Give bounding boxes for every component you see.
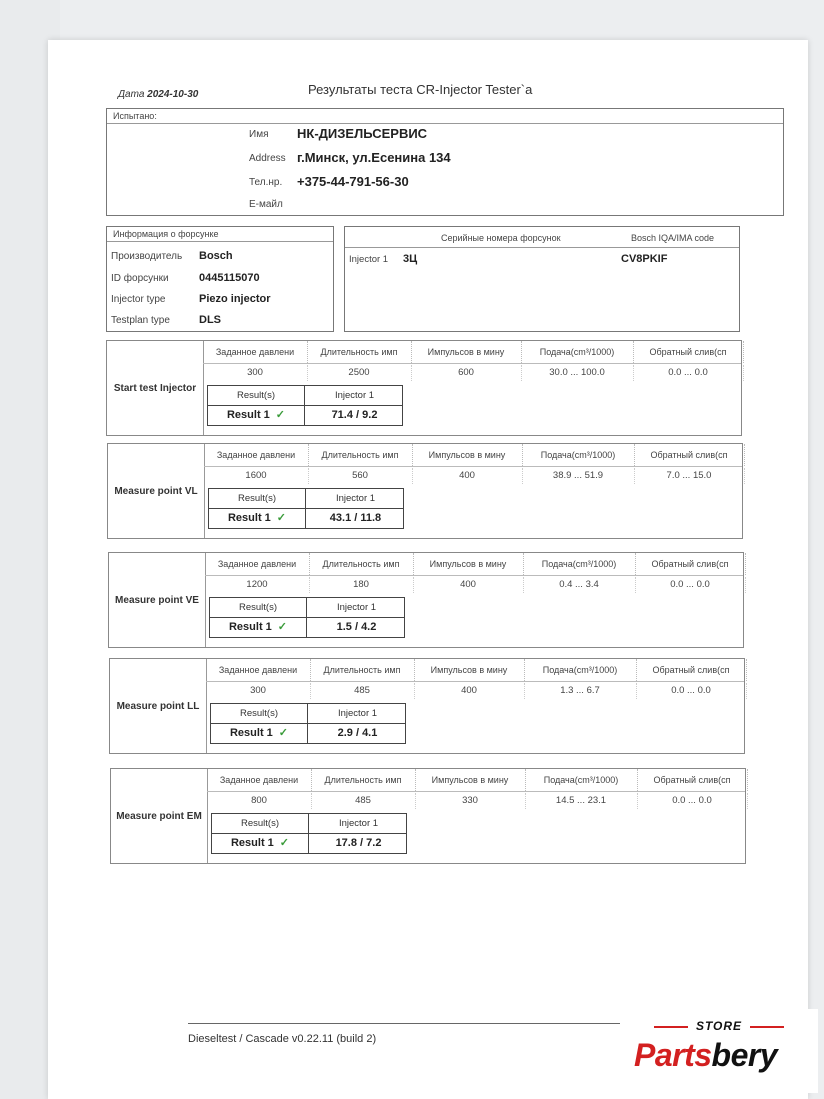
- injector-info-section: [106, 226, 334, 332]
- value-pressure: 300: [203, 365, 308, 381]
- value-backflow: 0.0 ... 0.0: [637, 793, 748, 809]
- header-delivery: Подача(cm³/1000): [525, 769, 638, 791]
- injector-column-label: Injector 1: [336, 602, 377, 613]
- result-column-divider: [306, 598, 307, 637]
- value-delivery: 14.5 ... 23.1: [525, 793, 638, 809]
- result-header-row: [209, 489, 403, 509]
- check-icon: ✓: [278, 727, 288, 739]
- value-pressure: 300: [206, 683, 311, 699]
- injector-type-value: Piezo injector: [199, 293, 271, 305]
- result-label: [212, 833, 308, 853]
- logo-brand: [634, 1037, 777, 1074]
- test-header-row: [203, 341, 741, 364]
- address-value: г.Минск, ул.Есенина 134: [297, 150, 451, 165]
- check-icon: ✓: [275, 409, 285, 421]
- logo-brand-part1: Parts: [634, 1037, 712, 1073]
- result-label: [211, 723, 307, 743]
- value-backflow: 0.0 ... 0.0: [635, 577, 746, 593]
- address-label: Address: [249, 153, 286, 164]
- value-delivery: 30.0 ... 100.0: [521, 365, 634, 381]
- check-icon: ✓: [279, 837, 289, 849]
- value-pressure: 1600: [204, 468, 309, 484]
- serial-injector-label: Injector 1: [349, 254, 389, 265]
- injector-id-label: ID форсунки: [111, 273, 169, 284]
- email-label: E-майл: [249, 199, 283, 210]
- name-label: Имя: [249, 129, 269, 140]
- report-date: Дата 2024-10-30: [118, 89, 199, 100]
- value-pulses: 330: [415, 793, 526, 809]
- test-header-row: [204, 444, 742, 467]
- test-header-row: [206, 659, 744, 682]
- test-header-row: [207, 769, 745, 792]
- result-label: [210, 617, 306, 637]
- header-duration: Длительность имп: [308, 444, 413, 466]
- phone-label: Тел.нр.: [249, 177, 283, 188]
- result-table: [210, 703, 406, 744]
- test-block: [109, 658, 745, 754]
- test-block: [110, 768, 746, 864]
- value-pulses: 400: [412, 468, 523, 484]
- value-pulses: 400: [413, 577, 524, 593]
- result-value-row: [208, 405, 402, 425]
- result-value: 71.4 / 9.2: [331, 409, 378, 421]
- value-duration: 485: [311, 793, 416, 809]
- header-duration: Длительность имп: [309, 553, 414, 575]
- injector-column-label: Injector 1: [334, 390, 375, 401]
- result-table: [208, 488, 404, 529]
- result-label: [208, 405, 304, 425]
- header-pressure: Заданное давлени: [206, 659, 311, 681]
- result-label-text: Result 1: [227, 512, 271, 524]
- injector-column-label: Injector 1: [335, 493, 376, 504]
- header-delivery: Подача(cm³/1000): [524, 659, 637, 681]
- value-backflow: 0.0 ... 0.0: [636, 683, 747, 699]
- results-label: Result(s): [238, 602, 277, 613]
- logo-brand-part2: bery: [711, 1037, 778, 1073]
- header-backflow: Обратный слив(сп: [635, 553, 746, 575]
- serials-divider: [345, 247, 739, 248]
- logo-line-right: [750, 1026, 784, 1028]
- results-label: Result(s): [237, 493, 276, 504]
- value-duration: 2500: [307, 365, 412, 381]
- result-label-text: Result 1: [226, 409, 270, 421]
- result-label-text: Result 1: [228, 621, 272, 633]
- report-title: Результаты теста CR-Injector Tester`a: [308, 82, 533, 97]
- serial-injector-value: 3Ц: [403, 253, 418, 265]
- results-label: Result(s): [236, 390, 275, 401]
- injector-type-label: Injector type: [111, 294, 166, 305]
- header-pressure: Заданное давлени: [204, 444, 309, 466]
- result-header-row: [211, 704, 405, 724]
- test-name: Measure point LL: [110, 659, 207, 753]
- test-header-row: [205, 553, 743, 576]
- paper-sheet: [48, 40, 808, 1099]
- tested-section-label: Испытано:: [107, 109, 783, 124]
- result-label-text: Result 1: [230, 837, 274, 849]
- header-duration: Длительность имп: [307, 341, 412, 363]
- test-name: Measure point VE: [109, 553, 206, 647]
- result-label: [209, 508, 305, 528]
- code-header: Bosch IQA/IMA code: [631, 233, 715, 243]
- result-header-row: [210, 598, 404, 618]
- test-name: Start test Injector: [107, 341, 204, 435]
- result-column-divider: [307, 704, 308, 743]
- footer-software: Dieseltest / Cascade v0.22.11 (build 2): [188, 1033, 377, 1045]
- result-value-row: [210, 617, 404, 637]
- injector-column-label: Injector 1: [338, 818, 379, 829]
- value-pulses: 600: [411, 365, 522, 381]
- injector-id-value: 0445115070: [199, 272, 260, 284]
- test-name: Measure point EM: [111, 769, 208, 863]
- serials-header: Серийные номера форсунок: [441, 233, 561, 243]
- tested-section: [106, 108, 784, 216]
- header-delivery: Подача(cm³/1000): [522, 444, 635, 466]
- result-header-row: [212, 814, 406, 834]
- result-column-divider: [304, 386, 305, 425]
- header-duration: Длительность имп: [310, 659, 415, 681]
- value-delivery: 1.3 ... 6.7: [524, 683, 637, 699]
- header-pulses: Импульсов в мину: [415, 769, 526, 791]
- header-pulses: Импульсов в мину: [414, 659, 525, 681]
- injector-code-value: CV8PKIF: [621, 253, 668, 265]
- header-backflow: Обратный слив(сп: [637, 769, 748, 791]
- header-backflow: Обратный слив(сп: [633, 341, 744, 363]
- phone-value: +375-44-791-56-30: [297, 174, 409, 189]
- header-pulses: Импульсов в мину: [411, 341, 522, 363]
- value-duration: 180: [309, 577, 414, 593]
- header-backflow: Обратный слив(сп: [636, 659, 747, 681]
- results-label: Result(s): [239, 708, 278, 719]
- header-pressure: Заданное давлени: [207, 769, 312, 791]
- value-duration: 485: [310, 683, 415, 699]
- result-value: 1.5 / 4.2: [336, 621, 377, 633]
- result-value-row: [211, 723, 405, 743]
- testplan-label: Testplan type: [111, 315, 170, 326]
- header-pressure: Заданное давлени: [203, 341, 308, 363]
- value-pulses: 400: [414, 683, 525, 699]
- result-value-row: [209, 508, 403, 528]
- store-logo: [620, 1009, 818, 1093]
- result-value: 43.1 / 11.8: [329, 512, 382, 524]
- header-pulses: Импульсов в мину: [412, 444, 523, 466]
- value-pressure: 800: [207, 793, 312, 809]
- injector-column-label: Injector 1: [337, 708, 378, 719]
- value-delivery: 38.9 ... 51.9: [522, 468, 635, 484]
- results-label: Result(s): [240, 818, 279, 829]
- result-column-divider: [305, 489, 306, 528]
- test-name: Measure point VL: [108, 444, 205, 538]
- result-header-row: [208, 386, 402, 406]
- result-table: [209, 597, 405, 638]
- value-pressure: 1200: [205, 577, 310, 593]
- result-column-divider: [308, 814, 309, 853]
- injector-info-label: Информация о форсунке: [107, 227, 333, 242]
- check-icon: ✓: [277, 621, 287, 633]
- test-block: [108, 552, 744, 648]
- result-value: 17.8 / 7.2: [335, 837, 382, 849]
- result-table: [207, 385, 403, 426]
- check-icon: ✓: [276, 512, 286, 524]
- result-table: [211, 813, 407, 854]
- value-duration: 560: [308, 468, 413, 484]
- manufacturer-value: Bosch: [199, 250, 233, 262]
- value-backflow: 0.0 ... 0.0: [633, 365, 744, 381]
- logo-store-text: STORE: [695, 1019, 743, 1033]
- result-label-text: Result 1: [229, 727, 273, 739]
- header-pressure: Заданное давлени: [205, 553, 310, 575]
- manufacturer-label: Производитель: [111, 251, 183, 262]
- header-delivery: Подача(cm³/1000): [523, 553, 636, 575]
- test-block: [106, 340, 742, 436]
- header-duration: Длительность имп: [311, 769, 416, 791]
- header-backflow: Обратный слив(сп: [634, 444, 745, 466]
- serials-section: [344, 226, 740, 332]
- test-block: [107, 443, 743, 539]
- header-pulses: Импульсов в мину: [413, 553, 524, 575]
- result-value-row: [212, 833, 406, 853]
- header-delivery: Подача(cm³/1000): [521, 341, 634, 363]
- result-value: 2.9 / 4.1: [337, 727, 378, 739]
- value-backflow: 7.0 ... 15.0: [634, 468, 745, 484]
- testplan-value: DLS: [199, 314, 221, 326]
- name-value: НК-ДИЗЕЛЬСЕРВИС: [297, 126, 428, 141]
- value-delivery: 0.4 ... 3.4: [523, 577, 636, 593]
